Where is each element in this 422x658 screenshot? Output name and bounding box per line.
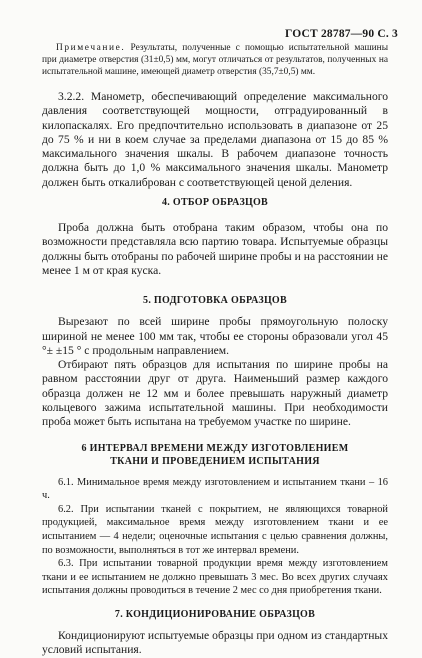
section-5-paragraph-2: Отбирают пять образцов для испытания по ширине пробы на равном расстоянии друг от друга. Наименьший размер каждого образца должен не 12 мм и более превышать наружный диаметр кольцевого зажима испытательной машины. При необходимости проба может быть испытана на требуемом участке по ширине. xyxy=(42,358,388,429)
paragraph-6-3: 6.3. При испытании товарной продукции время между изготовлением ткани и ее испытанием не должно превышать 3 мес. Во всех других случаях испытания должны проводиться в течение 2 мес со дня приобретения ткани. xyxy=(42,558,388,597)
note-paragraph xyxy=(42,42,388,78)
section-7-title: 7. КОНДИЦИОНИРОВАНИЕ ОБРАЗЦОВ xyxy=(114,608,316,620)
section-5-paragraph-1: Вырезают по всей ширине пробы прямоугольную полоску шириной не менее 100 мм так, чтобы ее стороны образовали угол 45 °± ±15 ° с продольным направлением. xyxy=(42,315,388,357)
paragraph-3-2-2: 3.2.2. Манометр, обеспечивающий определение максимального давления соответствующей мощности, отградуированный в килопаскалях. Его предпочтительно использовать в диапазоне от 25 до 75 % и ни в коем случае за пределами диапазона от 15 до 85 % максимального значения шкалы. В рабочем диапазоне точность должна быть до 1,0 % максимального значения шкалы. Манометр должен быть откалиброван с соответствующей ценой деления. xyxy=(42,90,388,189)
note-label: Примечание. xyxy=(56,43,126,53)
section-6-title-line-2: ТКАНИ И ПРОВЕДЕНИЕМ ИСПЫТАНИЯ xyxy=(110,455,320,467)
section-6-title xyxy=(42,442,388,468)
section-7-paragraph: Кондиционируют испытуемые образцы при одном из стандартных условий испытания. xyxy=(42,628,388,657)
section-5-title: 5. ПОДГОТОВКА ОБРАЗЦОВ xyxy=(143,295,287,307)
section-4-title: 4. ОТБОР ОБРАЗЦОВ xyxy=(161,197,269,209)
paragraph-6-1: 6.1. Минимальное время между изготовлением и испытанием ткани – 16 ч. xyxy=(42,476,388,502)
note-text: Результаты, полученные с помощью испытательной машины при диаметре отверстия (31±0,5) мм, могут отличаться от результатов, полученных на испытательной машине, имеющей диаметр отверстия (35,7±0,5) мм. xyxy=(42,43,388,77)
section-6-title-line-1: 6 ИНТЕРВАЛ ВРЕМЕНИ МЕЖДУ ИЗГОТОВЛЕНИЕМ xyxy=(81,442,349,454)
page-header: ГОСТ 28787—90 С. 3 xyxy=(285,28,398,40)
paragraph-6-2: 6.2. При испытании тканей с покрытием, не являющихся товарной продукцией, максимальное время между изготовлением ткани и ее испытанием — 4 недели; оценочные испытания с целью сравнения должны, по возможности, выполняться в тот же интервал времени. xyxy=(42,503,388,556)
section-4-paragraph: Проба должна быть отобрана таким образом, чтобы она по возможности представляла всю партию товара. Испытуемые образцы должны быть отобраны по рабочей ширине пробы и на расстоянии не менее 1 м от края куска. xyxy=(42,221,388,277)
